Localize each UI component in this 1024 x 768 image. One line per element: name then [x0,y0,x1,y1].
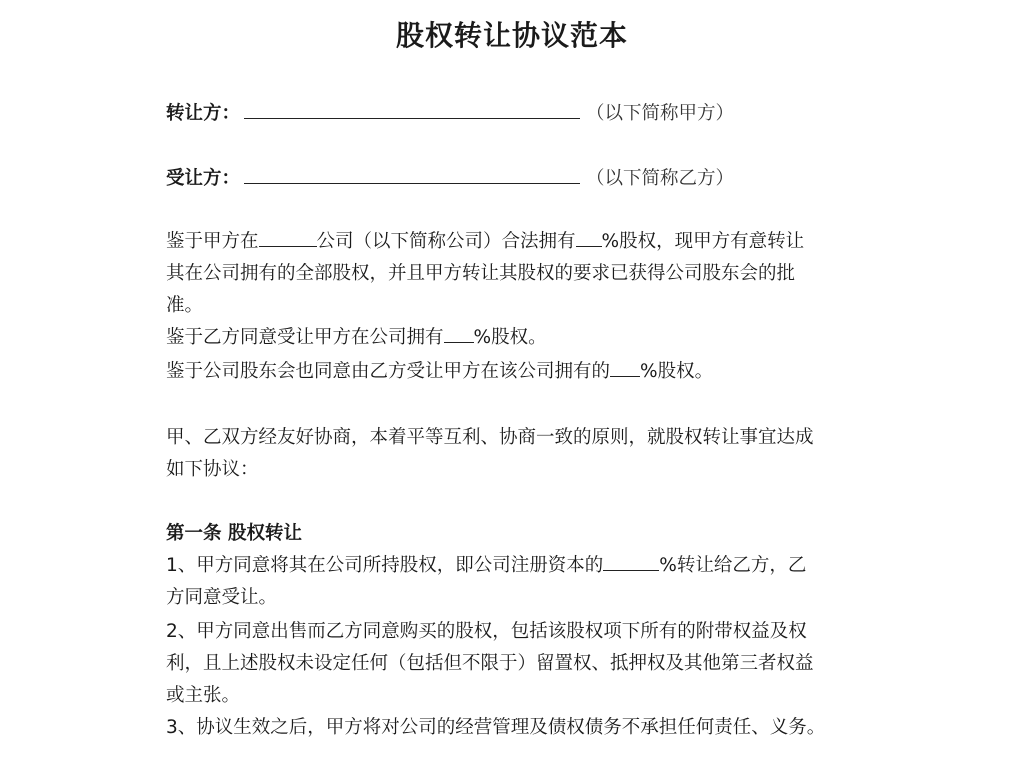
transferee-line [166,165,734,191]
recital-1-line-1 [166,230,804,254]
clause-2-line-1: 2、甲方同意出售而乙方同意购买的股权，包括该股权项下所有的附带权益及权 [166,621,807,642]
clause-2-line-3: 或主张。 [166,685,241,706]
clause-1-line-2: 方同意受让。 [166,587,278,608]
registered-capital-percent-blank[interactable] [603,554,659,571]
recital-1-text-c: %股权，现甲方有意转让 [601,231,805,252]
share-percent-blank-3[interactable] [610,360,640,377]
recital-2-text-b: %股权。 [473,327,547,348]
recital-3-text-b: %股权。 [640,361,714,382]
article-1-heading: 第一条 股权转让 [166,523,302,544]
recital-2 [166,326,547,350]
clause-2-line-2: 利，且上述股权未设定任何（包括但不限于）留置权、抵押权及其他第三者权益 [166,653,814,674]
company-name-blank[interactable] [259,230,317,247]
clause-1-text-b: %转让给乙方，乙 [659,555,807,576]
recital-1-line-3: 准。 [166,295,204,316]
clause-3-line-1: 3、协议生效之后，甲方将对公司的经营管理及债权债务不承担任何责任、义务。 [166,717,826,738]
share-percent-blank-2[interactable] [444,326,474,343]
transferor-note: （以下简称甲方） [586,103,735,124]
recital-1-line-2: 其在公司拥有的全部股权，并且甲方转让其股权的要求已获得公司股东会的批 [166,263,796,284]
agreement-intro-line-1: 甲、乙双方经友好协商，本着平等互利、协商一致的原则，就股权转让事宜达成 [166,427,814,448]
transferee-note: （以下简称乙方） [586,168,735,189]
recital-2-text-a: 鉴于乙方同意受让甲方在公司拥有 [166,327,444,348]
transferee-blank[interactable] [244,165,580,184]
transferor-label: 转让方： [166,103,241,124]
clause-1-text-a: 1、甲方同意将其在公司所持股权，即公司注册资本的 [166,555,604,576]
clause-1-line-1 [166,554,806,578]
recital-1-text-a: 鉴于甲方在 [166,231,259,252]
recital-3 [166,360,713,384]
recital-3-text-a: 鉴于公司股东会也同意由乙方受让甲方在该公司拥有的 [166,361,611,382]
recital-1-text-b: 公司（以下简称公司）合法拥有 [316,231,576,252]
document-title: 股权转让协议范本 [395,19,628,52]
transferor-blank[interactable] [244,100,580,119]
transferor-line [166,100,734,126]
transferee-label: 受让方： [166,168,241,189]
agreement-intro-line-2: 如下协议： [166,459,259,480]
share-percent-blank-1[interactable] [576,230,602,247]
